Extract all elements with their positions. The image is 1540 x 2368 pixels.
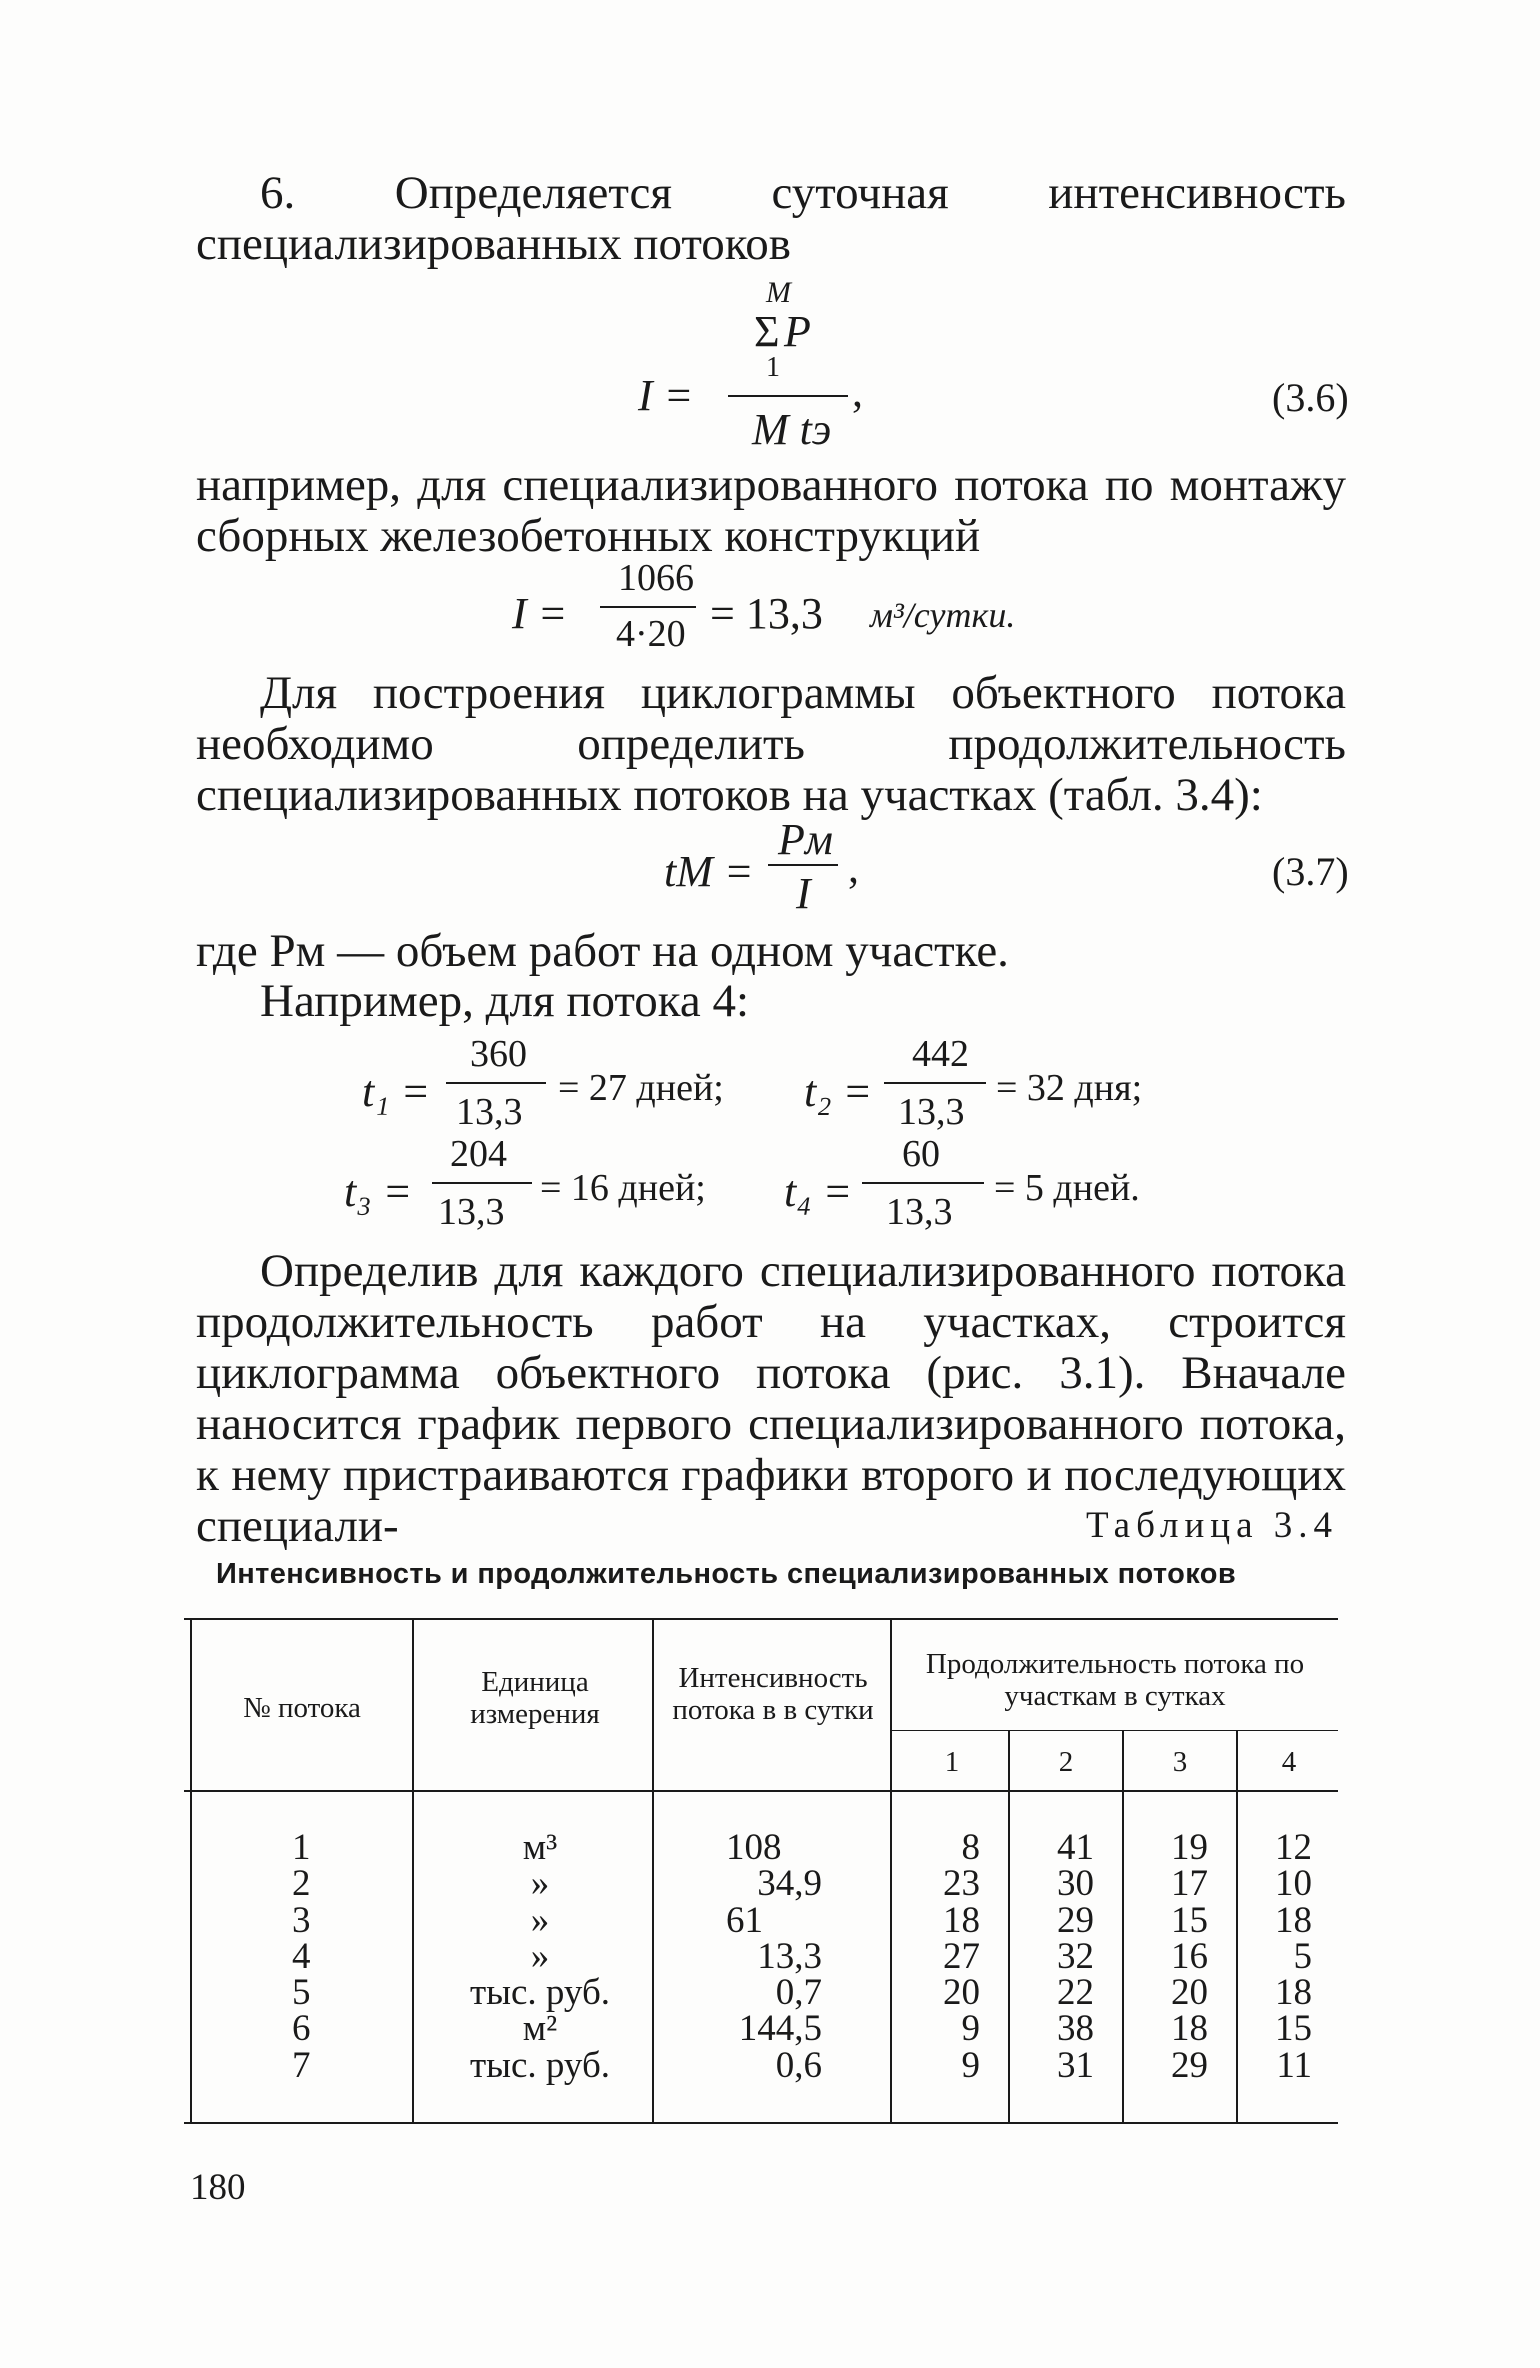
table-cell: 13,3 <box>757 1935 822 1977</box>
page-number: 180 <box>190 2167 246 2208</box>
sum-upper-limit: M <box>766 276 791 309</box>
column-section-1 <box>920 1827 980 2086</box>
fraction-bar <box>728 395 848 397</box>
formula-denominator: 13,3 <box>438 1191 505 1233</box>
column-intensity <box>682 1827 822 2086</box>
table-cell: 11 <box>1276 2044 1312 2086</box>
table-bottom-rule <box>184 2122 1338 2124</box>
table-label: Таблица 3.4 <box>1086 1505 1338 1546</box>
table-cell: 38 <box>1057 2008 1094 2050</box>
table-cell: 31 <box>1057 2044 1094 2086</box>
table-cell: 15 <box>1275 2008 1312 2050</box>
table-cell: 18 <box>1275 1972 1312 2014</box>
table-cell: 17 <box>1171 1863 1208 1905</box>
table-cell: 20 <box>1171 1972 1208 2014</box>
fraction-bar <box>884 1082 986 1084</box>
formula-unit: м³/сутки. <box>870 595 1016 635</box>
header-unit: Единица измерения <box>470 1666 600 1730</box>
header-intensity: Интенсивность потока в в сутки <box>672 1662 874 1726</box>
table-cell: тыс. руб. <box>469 2044 611 2086</box>
table-title: Интенсивность и продолжительность специализированных потоков <box>216 1558 1237 1590</box>
header-bottom-rule <box>184 1790 1338 1792</box>
formula-result: = 16 дней; <box>540 1167 706 1209</box>
table-cell: 5 <box>1293 1935 1312 1977</box>
fraction-bar <box>446 1082 546 1084</box>
fraction-bar <box>432 1182 532 1184</box>
sum-lower-limit: 1 <box>766 352 780 383</box>
column-rule <box>412 1618 414 2122</box>
fraction-bar <box>862 1182 984 1184</box>
fraction-bar <box>768 864 838 866</box>
table-cell: 15 <box>1171 1899 1208 1941</box>
table-cell: 0,7 <box>775 1972 822 2014</box>
table-cell: 6 <box>292 2008 311 2050</box>
formula-comma: , <box>852 367 863 416</box>
formula-lhs: t₄ = <box>784 1167 853 1216</box>
formula-result: = 13,3 <box>710 589 823 638</box>
table-cell: 7 <box>292 2044 311 2086</box>
header-section-3: 3 <box>1172 1746 1188 1778</box>
table-cell: 34,9 <box>757 1863 822 1905</box>
formula-denominator: 4·20 <box>616 613 686 655</box>
paragraph-example: например, для специализированного потока по монтажу сборных железобетонных конструкций <box>196 459 1346 562</box>
table-cell: 27 <box>943 1935 980 1977</box>
column-rule <box>890 1618 892 2122</box>
formula-result: = 32 дня; <box>996 1067 1143 1109</box>
formula-numerator: Pм <box>778 815 833 864</box>
formula-lhs: I = <box>638 371 694 420</box>
paragraph-where: где Pм — объем работ на одном участке. <box>196 925 1009 977</box>
table-cell: » <box>530 1863 550 1905</box>
table-cell: 8 <box>961 1827 980 1868</box>
formula-numerator: 1066 <box>618 557 694 599</box>
table-cell: 29 <box>1171 2044 1208 2086</box>
formula-lhs: tM = <box>664 847 754 896</box>
table-cell: 19 <box>1171 1827 1208 1868</box>
table-cell: 108 <box>726 1827 782 1868</box>
column-rule <box>1008 1730 1010 2122</box>
table-cell: 30 <box>1057 1863 1094 1905</box>
paragraph-cyclogram: Для построения циклограммы объектного потока необходимо определить продолжительность специализированных потоков на участках (табл. 3.4): <box>196 667 1346 821</box>
table-cell: тыс. руб. <box>469 1972 611 2014</box>
header-sub-rule <box>892 1730 1338 1731</box>
formula-lhs: I = <box>512 589 568 638</box>
table-left-rule <box>190 1618 192 2122</box>
table-cell: 41 <box>1057 1827 1094 1868</box>
header-section-4: 4 <box>1281 1746 1297 1778</box>
table-cell: » <box>530 1935 550 1977</box>
table-cell: 144,5 <box>738 2008 822 2050</box>
table-cell: 20 <box>943 1972 980 2014</box>
equation-number: (3.6) <box>1272 375 1349 420</box>
table-cell: 23 <box>943 1863 980 1905</box>
header-section-1: 1 <box>944 1746 960 1778</box>
column-rule <box>1236 1730 1238 2122</box>
fraction-bar <box>600 606 696 608</box>
table-cell: 3 <box>292 1899 311 1941</box>
table-cell: 12 <box>1275 1827 1312 1868</box>
formula-denominator: 13,3 <box>456 1091 523 1133</box>
sum-sigma: Σ <box>754 307 780 356</box>
header-section-2: 2 <box>1058 1746 1074 1778</box>
formula-denominator: M tэ <box>752 405 832 454</box>
column-stream <box>292 1827 311 2086</box>
table-cell: 61 <box>726 1899 763 1941</box>
table-cell: 9 <box>961 2044 980 2086</box>
formula-result: = 27 дней; <box>558 1067 724 1109</box>
formula-lhs: t₁ = <box>362 1067 431 1116</box>
column-section-2 <box>1034 1827 1094 2086</box>
column-rule <box>1122 1730 1124 2122</box>
sum-variable: P <box>784 307 811 356</box>
formula-result: = 5 дней. <box>994 1167 1140 1209</box>
formula-numerator: 442 <box>912 1033 969 1075</box>
formula-lhs: t₃ = <box>344 1167 413 1216</box>
column-rule <box>652 1618 654 2122</box>
formula-denominator: 13,3 <box>886 1191 953 1233</box>
table-cell: 2 <box>292 1863 311 1905</box>
formula-comma: , <box>848 843 859 892</box>
formula-denominator: I <box>796 869 811 918</box>
table-cell: 18 <box>943 1899 980 1941</box>
table-cell: 29 <box>1057 1899 1094 1941</box>
table-cell: 5 <box>292 1972 311 2014</box>
equation-number: (3.7) <box>1272 849 1349 894</box>
table-top-rule <box>184 1618 1338 1620</box>
column-unit <box>450 1827 630 2086</box>
header-stream-number: № потока <box>243 1692 361 1724</box>
formula-denominator: 13,3 <box>898 1091 965 1133</box>
table-cell: 0,6 <box>775 2044 822 2086</box>
table-cell: 18 <box>1275 1899 1312 1941</box>
table-cell: 1 <box>292 1827 311 1868</box>
table-cell: 9 <box>961 2008 980 2050</box>
table-cell: 4 <box>292 1935 311 1977</box>
table-cell: 32 <box>1057 1935 1094 1977</box>
formula-lhs: t₂ = <box>804 1067 873 1116</box>
table-cell: » <box>530 1899 550 1941</box>
paragraph-intro: 6. Определяется суточная интенсивность специализированных потоков <box>196 167 1346 270</box>
table-cell: 18 <box>1171 2008 1208 2050</box>
formula-numerator: 204 <box>450 1133 507 1175</box>
column-section-4 <box>1252 1827 1312 2086</box>
table-cell: 22 <box>1057 1972 1094 2014</box>
column-section-3 <box>1148 1827 1208 2086</box>
table-cell: 10 <box>1275 1863 1312 1905</box>
paragraph-determined: Определив для каждого специализированного потока продолжительность работ на участках, строится циклограмма объектного потока (рис. 3.1). Вначале наносится график первого специализированного потока, к нему пристраиваются графики второго и последующих специали- <box>196 1245 1346 1552</box>
table-cell: 16 <box>1171 1935 1208 1977</box>
table-cell: м² <box>522 2008 558 2050</box>
header-duration: Продолжительность потока по участкам в сутках <box>925 1648 1305 1712</box>
table-cell: м³ <box>522 1827 558 1868</box>
formula-numerator: 360 <box>470 1033 527 1075</box>
formula-numerator: 60 <box>902 1133 940 1175</box>
paragraph-for-example: Например, для потока 4: <box>260 975 750 1027</box>
